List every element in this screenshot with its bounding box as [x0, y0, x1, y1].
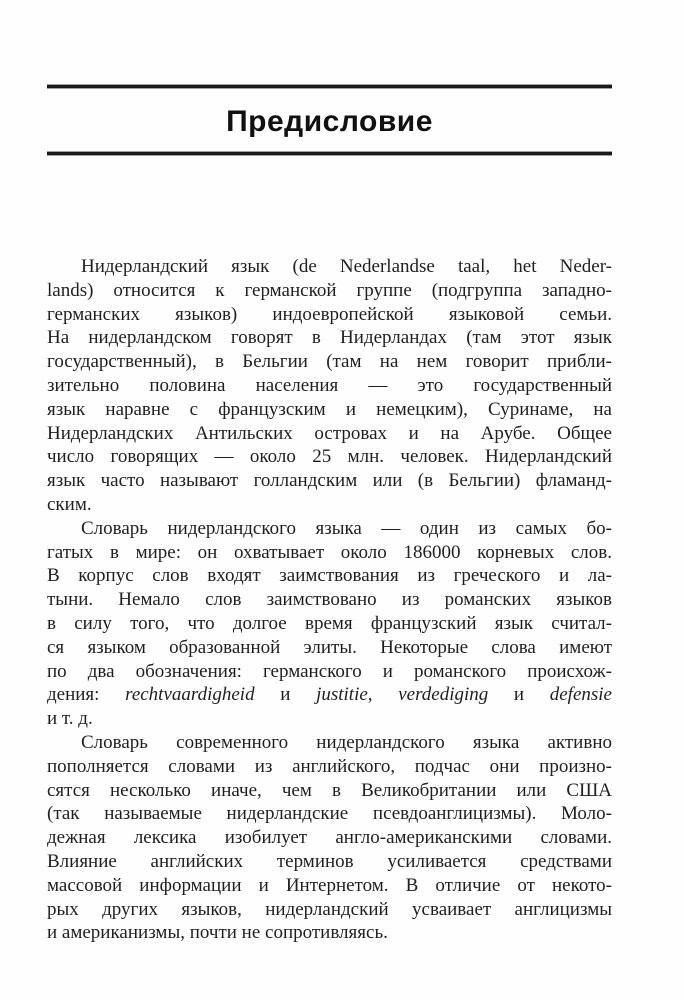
- text-line: Нидерландский язык (de Nederlandse taal, het Neder-: [81, 256, 612, 277]
- header-rule-top: [47, 84, 612, 89]
- paragraph: [47, 517, 612, 731]
- text-line: по два обозначения: германского и романского происхож-: [47, 660, 612, 682]
- text-line: зительно половина населения — это государственный: [47, 374, 612, 396]
- text-line: дежная лексика изобилует англо-американскими словами.: [47, 827, 612, 849]
- text-line: и американизмы, почти не сопротивляясь.: [47, 922, 388, 944]
- text-line: сятся несколько иначе, чем в Великобритании или США: [47, 779, 612, 801]
- text-line: Словарь современного нидерландского языка активно: [81, 731, 612, 753]
- page-title: Предисловие: [226, 105, 433, 138]
- text-segment: ,: [367, 684, 399, 706]
- text-line: В корпус слов входят заимствования из греческого и ла-: [47, 565, 612, 587]
- paragraph: [47, 731, 612, 945]
- text-line: государственный), в Бельгии (там на нем говорит прибли-: [47, 351, 612, 373]
- text-line: рых других языков, нидерландский усваивает англицизмы: [47, 898, 612, 920]
- body-text: [47, 255, 612, 945]
- italic-text-segment: justitie: [316, 684, 368, 706]
- text-line: число говорящих — около 25 млн. человек. Нидерландский: [47, 446, 612, 468]
- text-segment: и: [254, 684, 317, 706]
- text-line: гатых в мире: он охватывает около 186000 корневых слов.: [47, 541, 612, 563]
- page-content: [47, 0, 612, 945]
- text-line: пополняется словами из английского, подчас они произно-: [47, 755, 612, 777]
- text-line: Словарь нидерландского языка — один из самых бо-: [81, 517, 612, 539]
- text-line: Нидерландских Антильских островах и на Арубе. Общее: [47, 422, 612, 444]
- text-line: ским.: [47, 493, 92, 515]
- italic-text-segment: rechtvaardigheid: [125, 684, 255, 706]
- text-line: язык наравне с французским и немецким), Суринаме, на: [47, 398, 612, 420]
- text-line: тыни. Немало слов заимствовано из романских языков: [47, 589, 612, 611]
- text-line: германских языков) индоевропейской языковой семьи.: [47, 303, 612, 325]
- italic-text-segment: defensie: [549, 684, 612, 706]
- text-line: в силу того, что долгое время французский язык считал-: [47, 612, 612, 634]
- text-segment: дения:: [47, 684, 126, 706]
- text-line: (так называемые нидерландские псевдоанглицизмы). Моло-: [47, 803, 612, 825]
- text-line: ся языком образованной элиты. Некоторые слова имеют: [47, 636, 612, 658]
- text-line: lands) относится к германской группе (подгруппа западно-: [47, 279, 612, 301]
- text-line: язык часто называют голландским или (в Бельгии) фламанд-: [47, 470, 612, 492]
- header-rule-bottom: [47, 151, 612, 156]
- italic-text-segment: verdediging: [398, 684, 489, 706]
- text-segment: и: [488, 684, 550, 706]
- text-line: На нидерландском говорят в Нидерландах (там этот язык: [47, 327, 612, 349]
- text-line: массовой информации и Интернетом. В отличие от некото-: [47, 874, 612, 896]
- text-line: и т. д.: [47, 708, 93, 730]
- paragraph: [47, 255, 612, 517]
- text-line: Влияние английских терминов усиливается средствами: [47, 850, 612, 872]
- text-line: [47, 683, 612, 707]
